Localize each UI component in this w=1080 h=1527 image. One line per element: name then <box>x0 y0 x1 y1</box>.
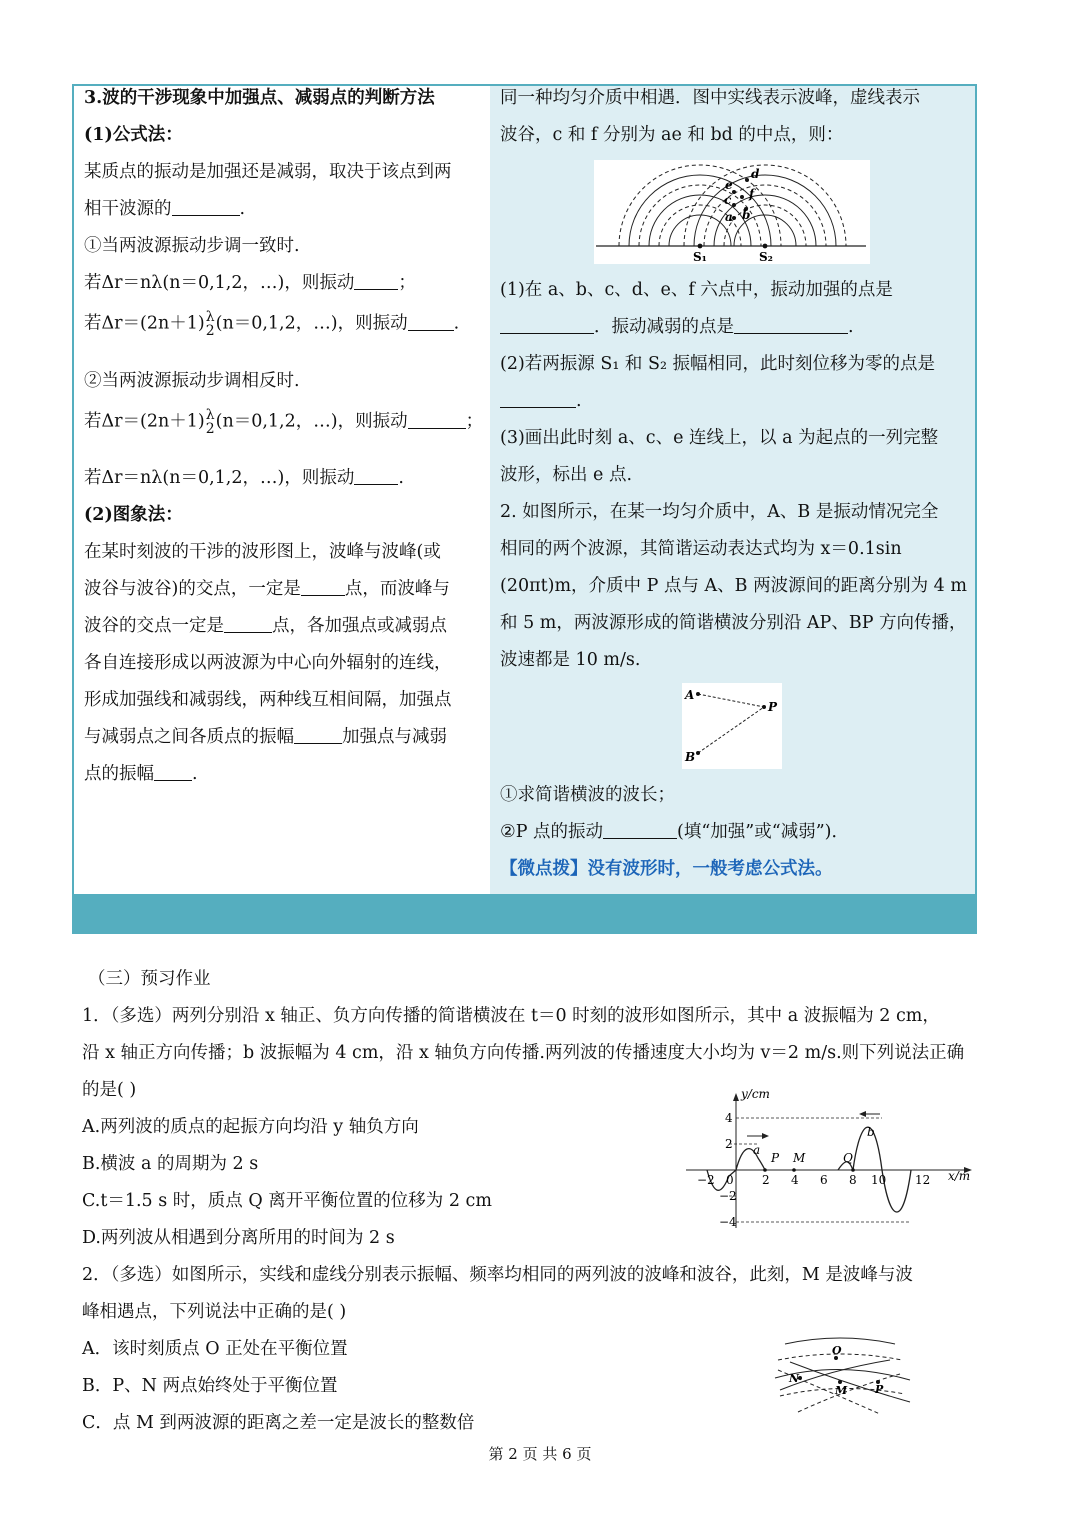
method2-heading: (2)图象法： <box>84 505 183 525</box>
wave-graph <box>683 1088 983 1233</box>
case1-heading: ①当两波源振动步调一致时. <box>84 236 300 256</box>
graph-point-b: b <box>867 1125 875 1139</box>
case2-heading: ②当两波源振动步调相反时. <box>84 371 300 391</box>
fig1-label-s1: S₁ <box>693 250 707 264</box>
q1-option-c: C.t＝1.5 s 时，质点 Q 离开平衡位置的位移为 2 cm <box>82 1191 492 1211</box>
method2-line1: 在某时刻波的干涉的波形图上，波峰与波峰(或 <box>84 542 441 562</box>
question2-line1: (2)若两振源 S₁ 和 S₂ 振幅相同，此时刻位移为零的点是 <box>500 354 936 374</box>
q1-line3: 的是( ) <box>82 1080 137 1100</box>
x-tick-0: 0 <box>726 1173 734 1187</box>
fig1-label-s2: S₂ <box>759 250 773 264</box>
fig2-label-a: A <box>685 688 695 702</box>
fig4-label-p: P <box>875 1383 884 1396</box>
case1-formula-a: 若Δr＝nλ(n＝0,1,2，…)，则振动 ； <box>84 273 416 293</box>
case2-formula-b: 若Δr＝nλ(n＝0,1,2，…)，则振动 . <box>84 468 404 488</box>
q2-option-c: C．点 M 到两波源的距离之差一定是波长的整数倍 <box>82 1413 475 1433</box>
homework-heading: （三）预习作业 <box>88 969 211 989</box>
method2-line6: 与减弱点之间各质点的振幅 加强点与减弱 <box>84 727 447 747</box>
x-tick-10: 10 <box>871 1173 887 1187</box>
case2-formula-a: 若Δr＝(2n＋1) λ 2 (n＝0,1,2，…)，则振动 ； <box>84 407 484 437</box>
question1-line1: (1)在 a、b、c、d、e、f 六点中，振动加强的点是 <box>500 280 893 300</box>
tip-note: 【微点拨】没有波形时，一般考虑公式法。 <box>500 859 833 879</box>
method2-line5: 形成加强线和减弱线，两种线互相间隔，加强点 <box>84 690 452 710</box>
method1-line1: 某质点的振动是加强还是减弱，取决于该点到两 <box>84 162 452 182</box>
problem1-line2: 波谷，c 和 f 分别为 ae 和 bd 的中点，则： <box>500 125 844 145</box>
right-column <box>490 86 975 894</box>
method2-line2: 波谷与波谷)的交点，一定是 点，而波峰与 <box>84 579 450 599</box>
box-bottom-band <box>74 894 975 932</box>
x-tick-2: 2 <box>762 1173 770 1187</box>
question1-line2: ．振动减弱的点是 . <box>500 315 854 339</box>
question3-line2: 波形，标出 e 点. <box>500 465 633 485</box>
method2-line7: 点的振幅 . <box>84 764 198 784</box>
q2-line1: 2．（多选）如图所示，实线和虚线分别表示振幅、频率均相同的两列波的波峰和波谷，此刻，M 是波峰与波 <box>82 1265 913 1285</box>
q1-line2: 沿 x 轴正方向传播；b 波振幅为 4 cm，沿 x 轴负方向传播.两列波的传播速度大小均为 v＝2 m/s.则下列说法正确 <box>82 1043 965 1063</box>
method2-line4: 各自连接形成以两波源为中心向外辐射的连线， <box>84 653 452 673</box>
problem2-line2: 相同的两个波源，其简谐运动表达式均为 x＝0.1sin <box>500 539 902 559</box>
wavefront-figure <box>770 1330 915 1418</box>
problem2-line5: 波速都是 10 m/s. <box>500 650 641 670</box>
q1-option-a: A.两列波的质点的起振方向均沿 y 轴负方向 <box>82 1117 419 1137</box>
fig1-label-f: f <box>749 187 755 201</box>
q2-line2: 峰相遇点，下列说法中正确的是( ) <box>82 1302 347 1322</box>
fig1-label-d: d <box>751 167 760 181</box>
lambda-over-two: λ 2 <box>205 407 215 437</box>
case1-formula-b: 若Δr＝(2n＋1) λ 2 (n＝0,1,2，…)，则振动 . <box>84 309 460 339</box>
x-tick-8: 8 <box>849 1173 857 1187</box>
q1-line1: 1．（多选）两列分别沿 x 轴正、负方向传播的简谐横波在 t＝0 时刻的波形如图所示，其中 a 波振幅为 2 cm， <box>82 1006 940 1026</box>
graph-x-label: x/m <box>948 1169 971 1183</box>
fig1-label-b: b <box>742 208 751 222</box>
fig2-label-b: B <box>685 750 696 764</box>
q1-option-b: B.横波 a 的周期为 2 s <box>82 1154 259 1174</box>
x-tick-12: 12 <box>915 1173 931 1187</box>
question3-line1: (3)画出此时刻 a、c、e 连线上，以 a 为起点的一列完整 <box>500 428 939 448</box>
problem2-line3: (20πt)m，介质中 P 点与 A、B 两波源间的距离分别为 4 m <box>500 576 967 596</box>
y-tick--2: −2 <box>719 1189 737 1203</box>
graph-point-a: a <box>753 1143 761 1157</box>
sources-figure <box>682 683 782 769</box>
sub-question2: ②P 点的振动 (填“加强”或“减弱”)． <box>500 822 849 842</box>
y-tick-2: 2 <box>725 1137 733 1151</box>
fig1-label-a: a <box>725 210 733 224</box>
y-tick--4: −4 <box>719 1215 737 1229</box>
lambda-over-two: λ 2 <box>205 309 215 339</box>
fig2-label-p: P <box>768 700 778 714</box>
knowledge-box <box>72 84 977 934</box>
page-footer: 第 2 页 共 6 页 <box>488 1445 592 1463</box>
fig4-label-n: N <box>789 1372 800 1385</box>
y-tick-4: 4 <box>725 1111 733 1125</box>
sub-question1: ①求简谐横波的波长； <box>500 785 675 805</box>
problem2-line4: 和 5 m，两波源形成的简谐横波分别沿 AP、BP 方向传播， <box>500 613 967 633</box>
x-tick-4: 4 <box>791 1173 799 1187</box>
left-column <box>74 86 488 894</box>
question2-line2: . <box>500 389 582 413</box>
fig4-label-o: O <box>832 1344 842 1357</box>
section-title: 3.波的干涉现象中加强点、减弱点的判断方法 <box>84 88 435 108</box>
x-tick-6: 6 <box>820 1173 828 1187</box>
method1-heading: (1)公式法： <box>84 125 183 145</box>
method1-line2: 相干波源的 . <box>84 199 246 219</box>
q2-option-a: A．该时刻质点 O 正处在平衡位置 <box>82 1339 348 1359</box>
problem1-line1: 同一种均匀介质中相遇．图中实线表示波峰，虚线表示 <box>500 88 920 108</box>
graph-point-m: M <box>793 1151 806 1165</box>
fig1-label-e: e <box>725 178 733 192</box>
graph-point-q: Q <box>843 1151 853 1165</box>
graph-point-p: P <box>771 1151 780 1165</box>
q1-option-d: D.两列波从相遇到分离所用的时间为 2 s <box>82 1228 395 1248</box>
q2-option-b: B．P、N 两点始终处于平衡位置 <box>82 1376 338 1396</box>
fig4-label-m: M <box>835 1384 848 1397</box>
fig1-label-c: c <box>724 193 732 207</box>
interference-figure <box>594 160 870 264</box>
method2-line3: 波谷的交点一定是 点，各加强点或减弱点 <box>84 616 447 636</box>
problem2-line1: 2. 如图所示，在某一均匀介质中，A、B 是振动情况完全 <box>500 502 939 522</box>
graph-y-label: y/cm <box>741 1088 770 1101</box>
x-tick--2: −2 <box>697 1173 715 1187</box>
